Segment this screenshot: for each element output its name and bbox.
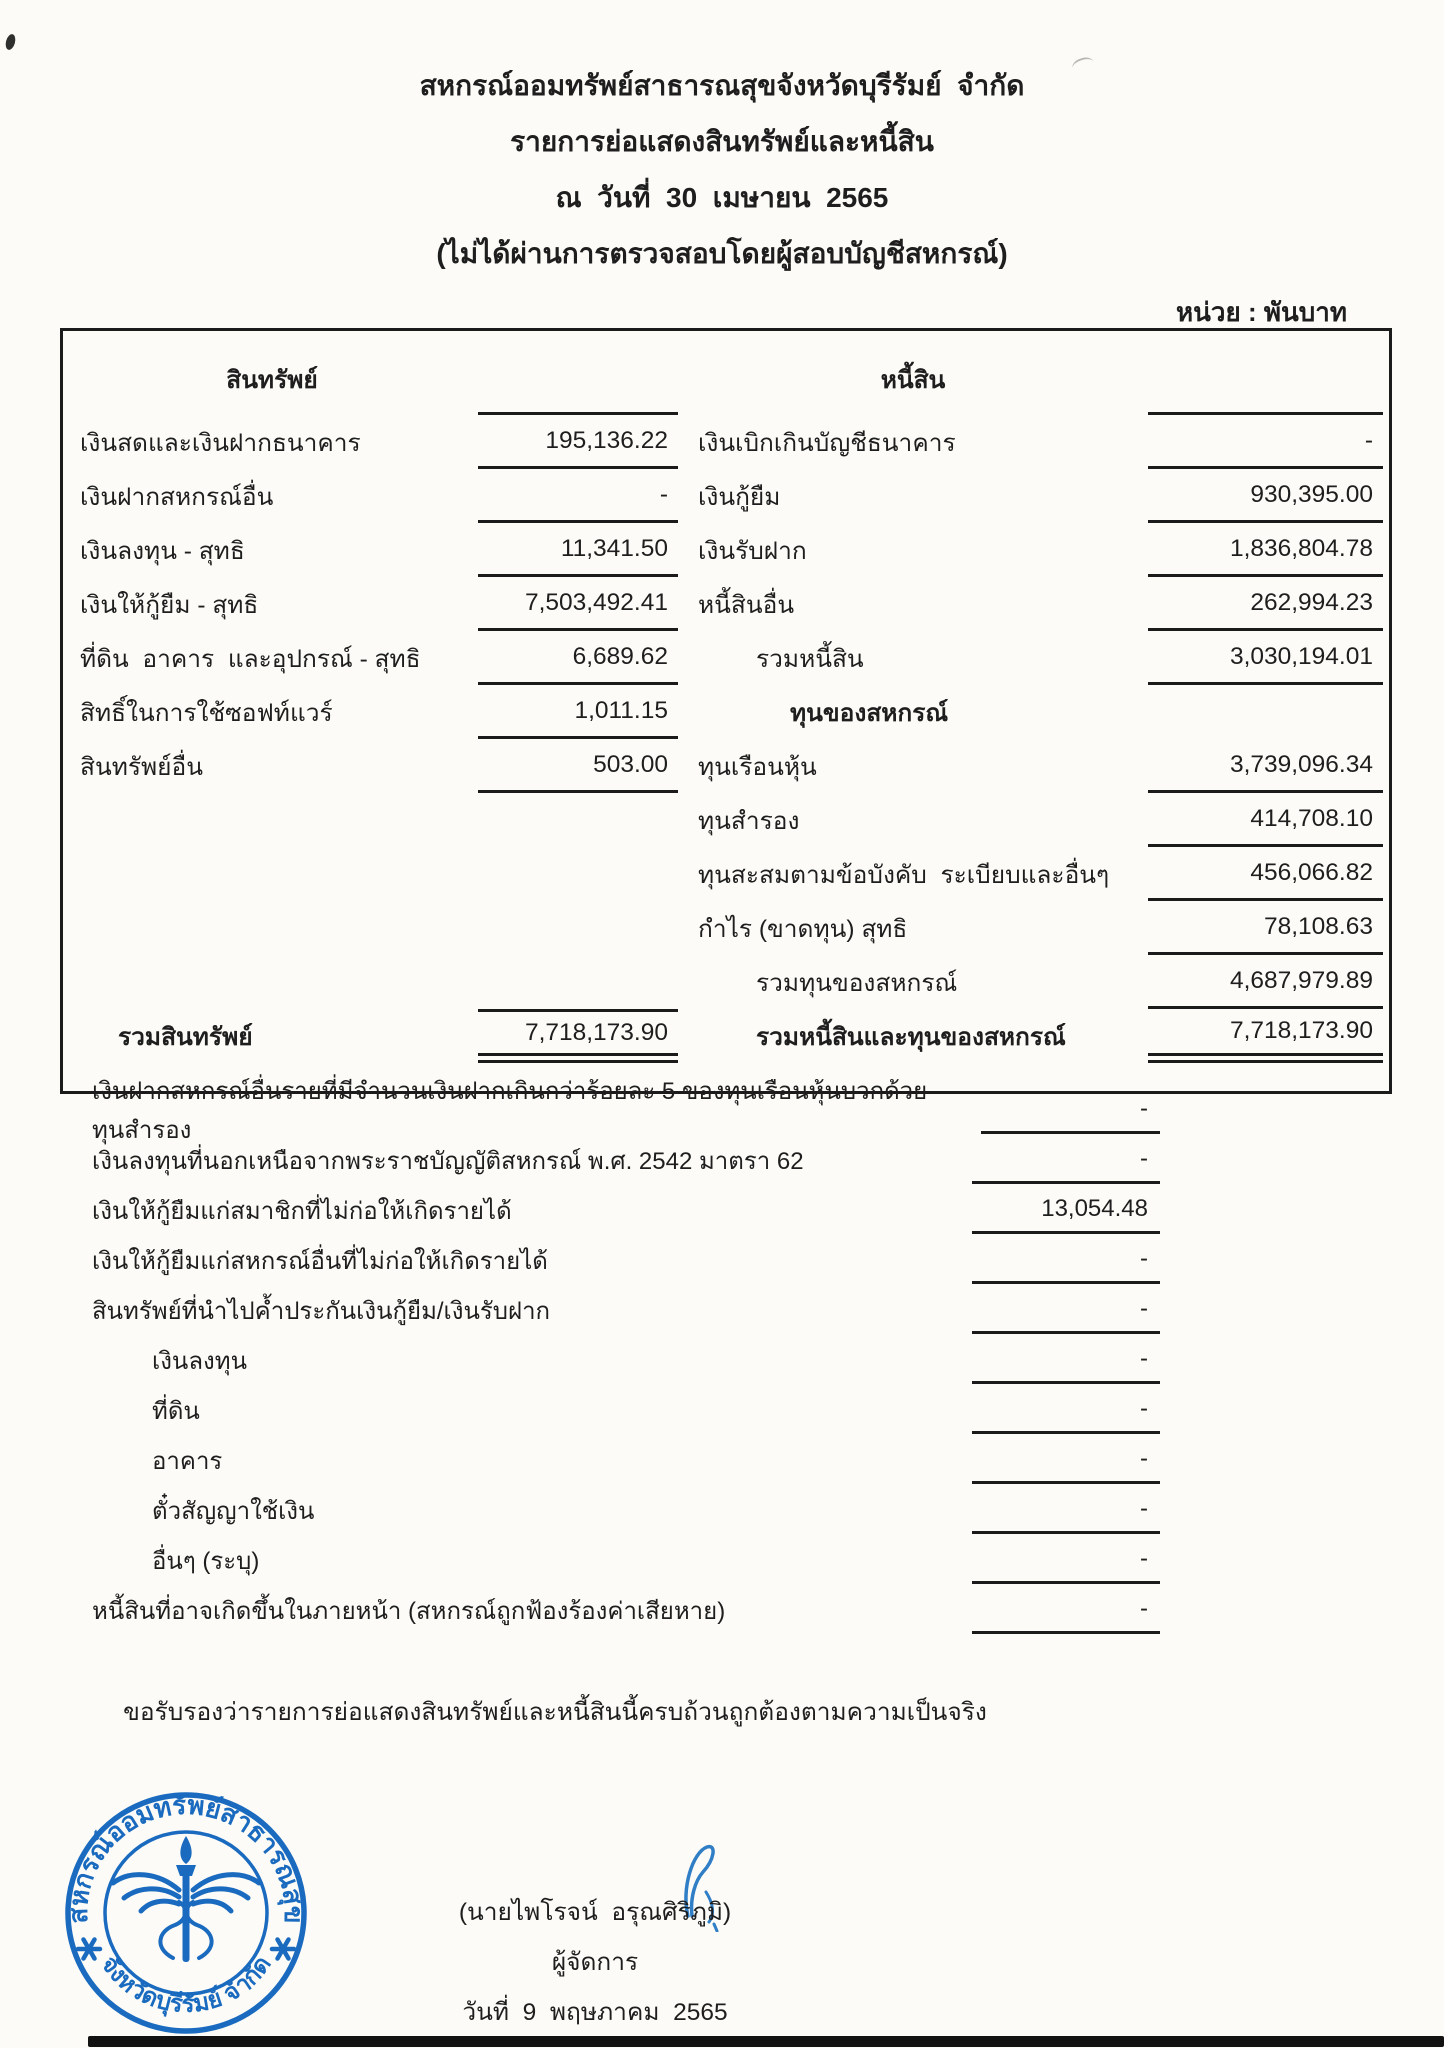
liability-label: หนี้สินอื่น [698, 591, 795, 619]
liability-label: กำไร (ขาดทุน) สุทธิ [698, 915, 908, 943]
assets-value-rule [478, 343, 678, 415]
liabilities-value-rule [1148, 343, 1383, 415]
asset-label-empty [66, 847, 478, 901]
asset-value-empty [478, 793, 678, 847]
organization-name: สหกรณ์ออมทรัพย์สาธารณสุขจังหวัดบุรีรัมย์ จำกัด [419, 70, 1025, 101]
liability-label: เงินเบิกเกินบัญชีธนาคาร [698, 429, 956, 457]
asset-value: 195,136.22 [478, 415, 678, 469]
liability-label-total-liabilities: รวมหนี้สิน [756, 645, 864, 673]
note-sublabel: เงินลงทุน [152, 1347, 247, 1375]
unit-label: หน่วย : พันบาท [1175, 297, 1347, 327]
total-liabilities-equity-label: รวมหนี้สินและทุนของสหกรณ์ [756, 1023, 1066, 1051]
liability-label: เงินรับฝาก [698, 537, 807, 565]
asset-value: 6,689.62 [478, 631, 678, 685]
asset-label-empty [66, 793, 478, 847]
note-row [0, 1385, 1444, 1435]
asset-label: สิทธิ์ในการใช้ซอฟท์แวร์ [80, 699, 333, 727]
note-row [0, 1078, 1444, 1144]
asset-label: เงินฝากสหกรณ์อื่น [80, 483, 274, 511]
note-value: - [972, 1337, 1160, 1384]
total-assets-value: 7,718,173.90 [478, 1009, 678, 1063]
note-row [0, 1235, 1444, 1285]
asset-label-empty [66, 955, 478, 1009]
asset-value: 1,011.15 [478, 685, 678, 739]
note-row [0, 1335, 1444, 1385]
cooperative-seal [50, 1780, 322, 2048]
scan-artifact-speck [4, 33, 17, 51]
asset-value: - [478, 469, 678, 523]
signer-title: ผู้จัดการ [551, 1949, 639, 1976]
note-row [0, 1135, 1444, 1185]
note-row [0, 1485, 1444, 1535]
assets-header: สินทรัพย์ [226, 366, 318, 394]
document-title-block [0, 58, 1444, 282]
disclosure-notes [0, 1078, 1444, 1635]
asset-label-empty [66, 901, 478, 955]
table-row [66, 631, 1389, 685]
note-value: - [972, 1287, 1160, 1334]
asset-label: เงินสดและเงินฝากธนาคาร [80, 429, 361, 457]
asset-value: 11,341.50 [478, 523, 678, 577]
note-sublabel: ตั๋วสัญญาใช้เงิน [152, 1497, 315, 1525]
table-header-row [66, 343, 1389, 415]
asset-value-empty [478, 847, 678, 901]
note-row [0, 1585, 1444, 1635]
table-row [66, 901, 1389, 955]
liability-value: 414,708.10 [1148, 793, 1383, 847]
liability-value: 3,030,194.01 [1148, 631, 1383, 685]
table-row [66, 685, 1389, 739]
table-row [66, 847, 1389, 901]
table-row [66, 793, 1389, 847]
note-value: - [972, 1237, 1160, 1284]
equity-section-header: ทุนของสหกรณ์ [790, 699, 949, 727]
table-row [66, 739, 1389, 793]
table-row [66, 523, 1389, 577]
asset-value-empty [478, 901, 678, 955]
note-label: หนี้สินที่อาจเกิดขึ้นในภายหน้า (สหกรณ์ถูกฟ้องร้องค่าเสียหาย) [92, 1597, 726, 1625]
table-row [66, 577, 1389, 631]
liability-value: 1,836,804.78 [1148, 523, 1383, 577]
note-label: เงินลงทุนที่นอกเหนือจากพระราชบัญญัติสหกรณ์ พ.ศ. 2542 มาตรา 62 [92, 1147, 804, 1175]
asset-label: ที่ดิน อาคาร และอุปกรณ์ - สุทธิ [80, 645, 421, 673]
asset-value: 7,503,492.41 [478, 577, 678, 631]
liability-value: 3,739,096.34 [1148, 739, 1383, 793]
note-value: - [972, 1137, 1160, 1184]
unaudited-note: (ไม่ได้ผ่านการตรวจสอบโดยผู้สอบบัญชีสหกรณ์) [436, 238, 1008, 269]
certification-statement: ขอรับรองว่ารายการย่อแสดงสินทรัพย์และหนี้สินนี้ครบถ้วนถูกต้องตามความเป็นจริง [123, 1699, 987, 1726]
liability-label: ทุนสะสมตามข้อบังคับ ระเบียบและอื่นๆ [698, 861, 1110, 889]
table-row [66, 955, 1389, 1009]
note-sublabel: ที่ดิน [152, 1397, 200, 1425]
seal-text-top: สหกรณ์ออมทรัพย์สาธารณสุข [62, 1789, 310, 1924]
liability-value: 4,687,979.89 [1148, 955, 1383, 1009]
note-value: - [972, 1487, 1160, 1534]
asset-value-empty [478, 955, 678, 1009]
total-assets-label: รวมสินทรัพย์ [118, 1023, 253, 1051]
note-value: - [981, 1087, 1160, 1134]
table-row [66, 415, 1389, 469]
seal-torch-wings-emblem [113, 1836, 259, 1962]
note-sublabel: อาคาร [152, 1447, 223, 1475]
note-row [0, 1435, 1444, 1485]
liability-label: ทุนเรือนหุ้น [698, 753, 817, 781]
asset-label: เงินลงทุน - สุทธิ [80, 537, 245, 565]
note-value: - [972, 1387, 1160, 1434]
scan-artifact-bottom-strip [88, 2036, 1444, 2047]
note-sublabel: อื่นๆ (ระบุ) [152, 1547, 260, 1575]
signature-date: วันที่ 9 พฤษภาคม 2565 [462, 1999, 728, 2026]
statement-title: รายการย่อแสดงสินทรัพย์และหนี้สิน [510, 126, 934, 157]
liability-value-empty [1148, 685, 1383, 739]
note-label: เงินฝากสหกรณ์อื่นรายที่มีจำนวนเงินฝากเกินกว่าร้อยละ 5 ของทุนเรือนหุ้นบวกด้วยทุนสำรอง [92, 1078, 928, 1144]
note-label: เงินให้กู้ยืมแก่สหกรณ์อื่นที่ไม่ก่อให้เกิดรายได้ [92, 1247, 548, 1275]
note-value: - [972, 1437, 1160, 1484]
liability-label: ทุนสำรอง [698, 807, 800, 835]
note-value: 13,054.48 [972, 1187, 1160, 1234]
table-total-row [66, 1009, 1389, 1063]
seal-asterisk-left [78, 1940, 100, 1959]
asset-label: เงินให้กู้ยืม - สุทธิ [80, 591, 259, 619]
note-label: สินทรัพย์ที่นำไปค้ำประกันเงินกู้ยืม/เงินรับฝาก [92, 1297, 551, 1325]
table-row [66, 469, 1389, 523]
note-value: - [972, 1537, 1160, 1584]
signer-name: (นายไพโรจน์ อรุณศิริภูมิ) [458, 1899, 732, 1926]
liability-value: 78,108.63 [1148, 901, 1383, 955]
note-label: เงินให้กู้ยืมแก่สมาชิกที่ไม่ก่อให้เกิดรายได้ [92, 1197, 512, 1225]
note-row [0, 1285, 1444, 1335]
balance-sheet-table [60, 328, 1392, 1094]
asset-label: สินทรัพย์อื่น [80, 753, 203, 781]
liability-label-total-equity: รวมทุนของสหกรณ์ [756, 969, 958, 997]
asset-value: 503.00 [478, 739, 678, 793]
liability-value: 262,994.23 [1148, 577, 1383, 631]
liability-value: 930,395.00 [1148, 469, 1383, 523]
note-row [0, 1535, 1444, 1585]
seal-asterisk-right [272, 1940, 294, 1959]
statement-date: ณ วันที่ 30 เมษายน 2565 [555, 182, 889, 213]
seal-text-bottom: จังหวัดบุรีรัมย์ จำกัด [95, 1951, 277, 2019]
note-row [0, 1185, 1444, 1235]
liability-value: 456,066.82 [1148, 847, 1383, 901]
total-liabilities-equity-value: 7,718,173.90 [1148, 1009, 1383, 1063]
liabilities-header: หนี้สิน [880, 366, 946, 394]
liability-value: - [1148, 415, 1383, 469]
note-value: - [972, 1587, 1160, 1634]
liability-label: เงินกู้ยืม [698, 483, 781, 511]
